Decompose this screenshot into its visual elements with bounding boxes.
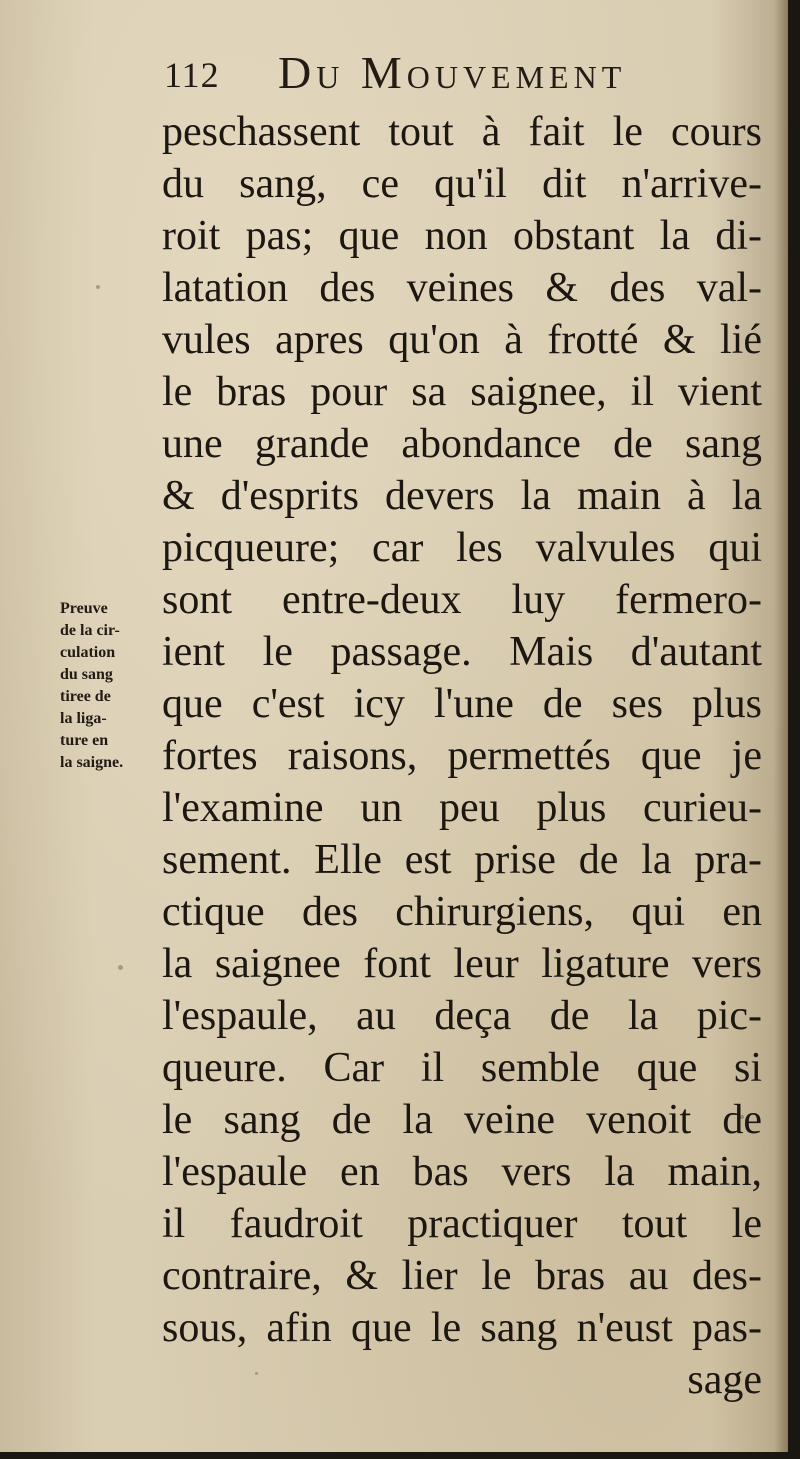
marginal-note-line: la saigne. [60,754,124,771]
text-line: une grande abondance de sang [162,421,762,467]
text-line: roit pas; que non obstant la di- [162,213,762,259]
text-line: peschassent tout à fait le cours [162,109,762,155]
text-line: sement. Elle est prise de la pra- [162,837,762,883]
text-line: l'espaule, au deça de la pic- [162,993,762,1039]
marginal-note-line: ture en [60,732,109,749]
marginal-note [60,598,156,774]
text-line: queure. Car il semble que si [162,1045,762,1091]
text-line: contraire, & lier le bras au des- [162,1253,762,1299]
marginal-note-line: Preuve [60,600,108,617]
text-line: du sang, ce qu'il dit n'arrive- [162,161,762,207]
text-line: le sang de la veine venoit de [162,1097,762,1143]
text-line: ctique des chirurgiens, qui en [162,889,762,935]
page-edge-shadow [774,0,788,1452]
text-line: il faudroit practiquer tout le [162,1201,762,1247]
text-line: sous, afin que le sang n'eust pas- [162,1305,762,1351]
paper-speck [118,965,123,970]
running-head [164,42,764,102]
marginal-note-line: culation [60,644,116,661]
text-line: latation des veines & des val- [162,265,762,311]
marginal-note-line: de la cir- [60,622,120,639]
text-line: que c'est icy l'une de ses plus [162,681,762,727]
text-line: sont entre-deux luy fermero- [162,577,762,623]
text-line: l'espaule en bas vers la main, [162,1149,762,1195]
text-line: l'examine un peu plus curieu- [162,785,762,831]
text-line: la saignee font leur ligature vers [162,941,762,987]
text-line: & d'esprits devers la main à la [162,473,762,519]
text-line: le bras pour sa saignee, il vient [162,369,762,415]
text-line: fortes raisons, permettés que je [162,733,762,779]
running-title: Du Mouvement [278,47,627,98]
body-text [162,106,762,1406]
marginal-note-line: tiree de [60,688,111,705]
marginal-note-line: du sang [60,666,113,683]
paper-speck [96,285,100,289]
text-line: picqueure; car les valvules qui [162,525,762,571]
text-line: vules apres qu'on à frotté & lié [162,317,762,363]
page-number: 112 [164,55,220,95]
text-line: ient le passage. Mais d'autant [162,629,762,675]
marginal-note-line: la liga- [60,710,107,727]
catchword: sage [687,1357,762,1403]
